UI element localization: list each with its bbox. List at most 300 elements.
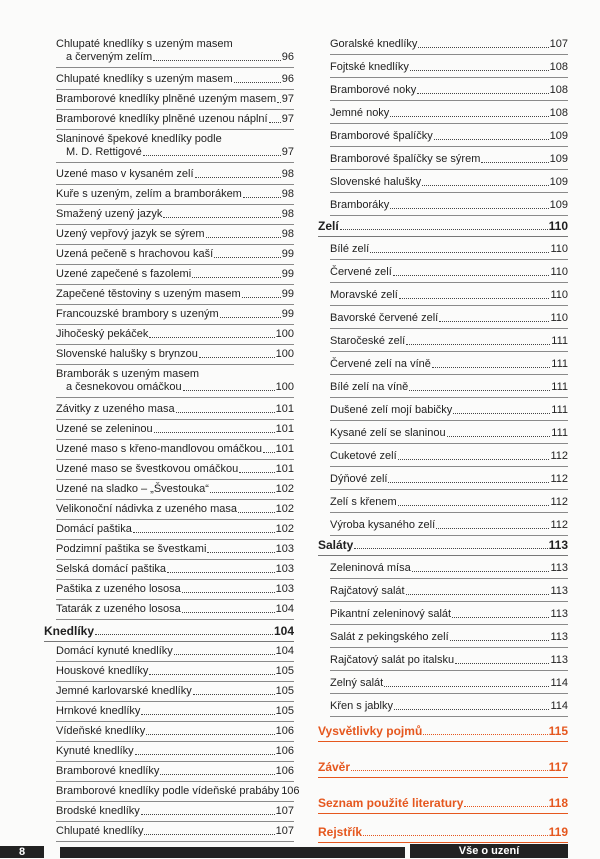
toc-entry [318,585,568,602]
dot-leader [418,47,548,48]
toc-page-number: 113 [550,654,568,666]
toc-page-number: 112 [550,450,568,462]
entry-rule [56,741,294,742]
entry-rule [56,344,294,345]
toc-page-number: 118 [548,796,568,810]
entry-rule [56,89,294,90]
toc-entry-title: Seznam použité literatury [318,796,464,810]
toc-entry-title: Bramborové knedlíky [56,765,160,777]
dot-leader [210,492,275,493]
toc-chapter-entry [318,826,568,843]
toc-entry [318,608,568,625]
toc-entry-title: Vídeňské knedlíky [56,725,146,737]
dot-leader [144,834,274,835]
dot-leader [388,482,549,483]
toc-entry [44,583,294,600]
toc-page-number: 106 [281,785,300,797]
toc-page-number: 99 [281,268,294,280]
toc-entry-title: Bílé zelí [330,243,370,255]
toc-entry [318,61,568,78]
toc-entry [318,700,568,717]
entry-rule [56,519,294,520]
toc-entry-title: Jihočeský pekáček [56,328,149,340]
toc-entry-title: Chlupaté knedlíky [56,825,144,837]
dot-leader [398,459,550,460]
dot-leader [174,654,275,655]
toc-entry [44,113,294,130]
dot-leader [160,774,274,775]
entry-rule [330,146,568,147]
toc-entry [318,289,568,306]
entry-rule [330,259,568,260]
toc-entry-title: Paštika z uzeného lososa [56,583,181,595]
entry-rule [56,224,294,225]
toc-entry [318,176,568,193]
toc-section-heading [44,625,294,642]
toc-entry-title: Francouzské brambory s uzeným [56,308,219,320]
toc-entry [318,153,568,170]
toc-entry [318,199,568,216]
toc-page-number: 102 [275,503,294,515]
toc-entry-title: Domácí paštika [56,523,132,535]
toc-entry [318,130,568,147]
entry-rule [56,681,294,682]
dot-leader [135,754,275,755]
toc-entry [44,483,294,500]
toc-entry [44,523,294,540]
toc-entry [44,665,294,682]
toc-page-number: 100 [275,381,294,393]
dot-leader [409,390,550,391]
dot-leader [243,197,281,198]
toc-entry [44,268,294,285]
dot-leader [399,298,550,299]
toc-entry-title: Moravské zelí [330,289,398,301]
toc-page-number: 103 [275,583,294,595]
toc-entry [44,645,294,662]
toc-entry-title: Goralské knedlíky [330,38,418,50]
toc-entry-title: Jemné karlovarské knedlíky [56,685,192,697]
entry-rule [330,647,568,648]
toc-entry-title: Bílé zelí na víně [330,381,409,393]
dot-leader [146,734,274,735]
toc-entry-title: Dušené zelí mojí babičky [330,404,453,416]
entry-rule [56,129,294,130]
toc-entry-title: Uzené zapečené s fazolemi [56,268,192,280]
toc-page-number: 113 [548,538,568,552]
toc-page-number: 99 [281,288,294,300]
toc-entry [44,705,294,722]
toc-entry-title: Salát z pekingského zelí [330,631,449,643]
toc-entry-title: Velikonoční nádivka z uzeného masa [56,503,238,515]
toc-entry [44,725,294,742]
page-number: 8 [0,846,44,858]
dot-leader [277,102,281,103]
toc-entry-title: Brodské knedlíky [56,805,140,817]
dot-leader [143,155,281,156]
entry-rule [56,479,294,480]
dot-leader [354,548,547,549]
toc-entry [318,631,568,648]
toc-entry [318,358,568,375]
dot-leader [141,814,275,815]
entry-rule [330,443,568,444]
toc-entry [44,805,294,822]
entry-rule [330,670,568,671]
toc-chapter-entry [318,725,568,742]
dot-leader [182,612,275,613]
toc-entry-title: Slaninové špekové knedlíky podle [56,133,222,145]
dot-leader [453,413,550,414]
dot-leader [410,70,549,71]
toc-page-number: 105 [275,685,294,697]
toc-entry [318,677,568,694]
toc-entry [44,348,294,365]
toc-page-number: 107 [275,825,294,837]
entry-rule [56,67,294,68]
toc-entry [318,450,568,467]
toc-entry-title: Bramborové knedlíky podle vídeňské prabáby [56,785,280,797]
toc-entry [44,685,294,702]
dot-leader [363,835,548,836]
dot-leader [206,237,281,238]
entry-rule [56,781,294,782]
toc-entry [318,562,568,579]
dot-leader [455,663,549,664]
dot-leader [269,122,281,123]
toc-page-number: 110 [550,243,568,255]
toc-entry-title-cont: a červeným zelím [66,51,153,63]
entry-rule [318,236,568,237]
toc-page-number: 110 [550,266,568,278]
dot-leader [176,412,275,413]
dot-leader [141,714,274,715]
toc-page-number: 113 [550,608,568,620]
entry-rule [330,693,568,694]
toc-page-number: 112 [550,496,568,508]
entry-rule [330,397,568,398]
toc-entry [318,404,568,421]
dot-leader [238,512,275,513]
dot-leader [464,806,547,807]
toc-entry-title: Vysvětlivky pojmů [318,724,423,738]
toc-entry-title: Dýňové zelí [330,473,388,485]
entry-rule [56,324,294,325]
dot-leader [95,634,273,635]
toc-entry-title: Závěr [318,760,351,774]
toc-page-number: 105 [275,665,294,677]
toc-page-number: 106 [275,725,294,737]
toc-entry-title: Kysané zelí se slaninou [330,427,446,439]
entry-rule [330,54,568,55]
toc-entry-title: Knedlíky [44,624,95,638]
toc-page-number: 113 [550,631,568,643]
toc-entry-title-cont: M. D. Rettigové [66,146,142,158]
toc-page-number: 111 [551,404,568,416]
toc-entry-title: Domácí kynuté knedlíky [56,645,173,657]
entry-rule [56,761,294,762]
entry-rule [56,204,294,205]
toc-entry-title: Bavorské červené zelí [330,312,439,324]
entry-rule [330,192,568,193]
entry-rule [56,439,294,440]
toc-entry-title: Křen s jablky [330,700,393,712]
toc-entry-title: Uzená pečeně s hrachovou kaší [56,248,214,260]
toc-entry-title: Bramborák s uzeným masem [56,368,200,380]
toc-page-number: 112 [550,519,568,531]
dot-leader [234,82,281,83]
toc-page-number: 113 [550,585,568,597]
toc-page-number: 103 [275,563,294,575]
dot-leader [370,252,549,253]
toc-entry-title: Podzimní paštika se švestkami [56,543,207,555]
toc-entry [44,603,294,620]
toc-entry-title: Rajčatový salát [330,585,405,597]
entry-rule [318,813,568,814]
dot-leader [447,436,551,437]
toc-chapter-entry [318,797,568,814]
toc-entry [318,335,568,352]
entry-rule [44,641,294,642]
toc-entry [44,168,294,185]
toc-entry-title: Uzené na sladko – „Švestouka“ [56,483,209,495]
entry-rule [318,741,568,742]
dot-leader [423,734,547,735]
toc-page-number: 98 [281,188,294,200]
toc-entry [44,188,294,205]
toc-entry-title: Smažený uzený jazyk [56,208,163,220]
toc-entry [44,765,294,782]
toc-page-number: 98 [281,228,294,240]
toc-entry [44,825,294,842]
entry-rule [56,162,294,163]
toc-page-number: 108 [549,84,568,96]
dot-leader [406,344,550,345]
dot-leader [154,432,275,433]
toc-entry-title: Uzené maso s křeno-mandlovou omáčkou [56,443,263,455]
toc-entry-title: Cuketové zelí [330,450,397,462]
entry-rule [56,499,294,500]
dot-leader [406,594,550,595]
entry-rule [56,459,294,460]
entry-rule [318,842,568,843]
entry-rule [330,512,568,513]
toc-entry-title: Uzené maso v kysaném zelí [56,168,194,180]
entry-rule [56,619,294,620]
entry-rule [56,109,294,110]
toc-entry [44,463,294,480]
toc-entry-title: Pikantní zeleninový salát [330,608,452,620]
toc-page-number: 106 [275,765,294,777]
toc-page-number: 98 [281,208,294,220]
toc-entry-title: Bramborové knedlíky plněné uzenou náplní [56,113,268,125]
toc-entry [318,38,568,55]
dot-leader [351,770,548,771]
toc-entry [44,368,294,398]
toc-chapter-entry [318,761,568,778]
toc-page-number: 111 [551,335,568,347]
entry-rule [56,244,294,245]
toc-entry-title: Bramborové špalíčky [330,130,433,142]
toc-entry [44,93,294,110]
toc-entry [44,423,294,440]
toc-page-number: 115 [548,724,568,738]
toc-page-number: 114 [550,700,568,712]
toc-entry-title: Kynuté knedlíky [56,745,134,757]
toc-entry-title: Hrnkové knedlíky [56,705,141,717]
toc-entry [44,73,294,90]
entry-rule [330,100,568,101]
toc-page-number: 109 [549,176,568,188]
dot-leader [182,592,275,593]
toc-page-number: 102 [275,483,294,495]
toc-entry [44,228,294,245]
entry-rule [330,77,568,78]
toc-section-heading [318,220,568,237]
footer-bar [60,847,405,858]
toc-entry [44,133,294,163]
entry-rule [56,579,294,580]
toc-page-number: 110 [550,289,568,301]
toc-entry-title: Červené zelí [330,266,392,278]
dot-leader [394,709,549,710]
toc-page-number: 101 [275,463,294,475]
toc-entry [44,543,294,560]
toc-entry-title: Bramborové noky [330,84,417,96]
toc-page-number: 101 [275,423,294,435]
dot-leader [242,297,281,298]
toc-page-number: 108 [549,107,568,119]
toc-entry [44,248,294,265]
toc-entry-title: Kuře s uzeným, zelím a bramborákem [56,188,242,200]
entry-rule [56,721,294,722]
dot-leader [149,674,274,675]
toc-page-number: 111 [551,427,568,439]
toc-page-number: 102 [275,523,294,535]
toc-page-number: 100 [275,328,294,340]
toc-entry-title: Zelí [318,219,339,233]
toc-entry-title: Bramborové špalíčky se sýrem [330,153,481,165]
entry-rule [330,123,568,124]
entry-rule [56,801,294,802]
toc-page-number: 107 [549,38,568,50]
toc-entry [44,745,294,762]
dot-leader [220,317,281,318]
toc-entry [44,503,294,520]
toc-entry-title: Selská domácí paštika [56,563,167,575]
dot-leader [452,617,549,618]
toc-entry-title: Chlupaté knedlíky s uzeným masem [56,38,233,50]
toc-entry [44,563,294,580]
dot-leader [422,185,549,186]
entry-rule [318,555,568,556]
toc-entry [318,84,568,101]
toc-entry-title: Slovenské halušky s brynzou [56,348,198,360]
dot-leader [263,452,275,453]
entry-rule [56,397,294,398]
entry-rule [330,466,568,467]
toc-page-number: 110 [548,219,568,233]
toc-entry-title: Slovenské halušky [330,176,422,188]
dot-leader [439,321,549,322]
toc-page-number: 96 [281,73,294,85]
toc-entry-title: Uzené se zeleninou [56,423,153,435]
entry-rule [56,841,294,842]
toc-page-number: 114 [550,677,568,689]
toc-entry [318,243,568,260]
entry-rule [318,777,568,778]
entry-rule [330,169,568,170]
toc-entry-title: Bramboráky [330,199,390,211]
dot-leader [481,162,548,163]
dot-leader [384,686,549,687]
entry-rule [330,328,568,329]
footer-label: Vše o uzení [410,844,568,858]
dot-leader [207,552,274,553]
dot-leader [192,277,281,278]
toc-entry-title: Fojtské knedlíky [330,61,409,73]
toc-entry [318,266,568,283]
dot-leader [434,139,549,140]
toc-entry-title: Zapečené těstoviny s uzeným masem [56,288,241,300]
toc-page-number: 111 [551,358,568,370]
entry-rule [56,184,294,185]
toc-page-number: 98 [281,168,294,180]
toc-page-number: 109 [549,130,568,142]
entry-rule [56,821,294,822]
dot-leader [436,528,549,529]
toc-entry [318,473,568,490]
dot-leader [167,572,275,573]
dot-leader [393,275,550,276]
dot-leader [239,472,274,473]
toc-page-number: 96 [281,51,294,63]
entry-rule [56,304,294,305]
toc-page-number: 97 [281,113,294,125]
dot-leader [195,177,281,178]
toc-page-number: 110 [550,312,568,324]
toc-page-number: 105 [275,705,294,717]
entry-rule [330,624,568,625]
dot-leader [450,640,550,641]
entry-rule [330,578,568,579]
toc-entry-title: Zelí s křenem [330,496,397,508]
toc-page-number: 111 [551,381,568,393]
entry-rule [330,305,568,306]
dot-leader [398,505,550,506]
toc-entry [318,312,568,329]
toc-entry-title: Zeleninová mísa [330,562,411,574]
entry-rule [330,601,568,602]
toc-entry [44,328,294,345]
toc-page-number: 117 [548,760,568,774]
toc-page-number: 112 [550,473,568,485]
toc-page-number: 107 [275,805,294,817]
dot-leader [340,229,548,230]
toc-page-number: 103 [275,543,294,555]
dot-leader [183,390,275,391]
toc-entry-title: Tatarák z uzeného lososa [56,603,181,615]
entry-rule [330,374,568,375]
toc-page-number: 119 [548,825,568,839]
toc-entry [318,496,568,513]
entry-rule [56,599,294,600]
toc-page-number: 100 [275,348,294,360]
toc-page-number: 97 [281,93,294,105]
dot-leader [149,337,274,338]
entry-rule [56,661,294,662]
dot-leader [412,571,550,572]
